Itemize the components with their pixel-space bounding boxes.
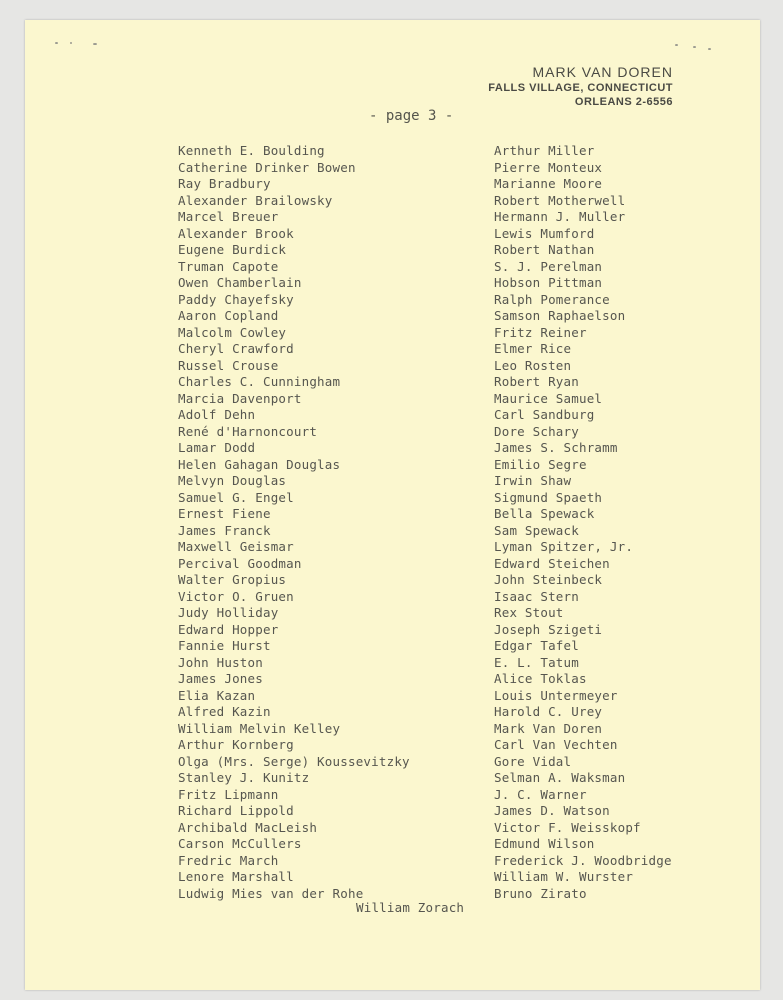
names-right-column [494, 143, 672, 902]
name-entry: William W. Wurster [494, 869, 634, 884]
name-entry: Cheryl Crawford [178, 341, 294, 356]
paper-speck [675, 44, 678, 46]
name-entry: Alice Toklas [494, 671, 587, 686]
name-entry: Samson Raphaelson [494, 308, 626, 323]
name-entry: Joseph Szigeti [494, 621, 603, 637]
paper-speck [693, 46, 696, 48]
name-entry: Richard Lippold [178, 803, 294, 818]
letterhead-address: FALLS VILLAGE, CONNECTICUT [488, 82, 673, 94]
name-entry: Maxwell Geismar [178, 539, 294, 554]
name-entry: Lyman Spitzer, Jr. [494, 539, 634, 554]
name-entry: René d'Harnoncourt [178, 423, 318, 439]
name-entry: Olga (Mrs. Serge) Koussevitzky [178, 753, 410, 769]
name-entry: Elmer Rice [494, 341, 572, 356]
name-entry: Fredric March [178, 852, 279, 868]
name-entry: Truman Capote [178, 258, 279, 274]
name-entry: Lenore Marshall [178, 869, 294, 884]
name-entry: Stanley J. Kunitz [178, 770, 310, 785]
paper-speck [708, 48, 711, 50]
name-entry: James D. Watson [494, 803, 610, 818]
trailing-name: William Zorach [356, 900, 465, 915]
name-entry: Dore Schary [494, 423, 579, 439]
name-entry: Robert Nathan [494, 242, 595, 257]
name-entry: Gore Vidal [494, 753, 572, 769]
name-entry: Percival Goodman [178, 555, 302, 571]
name-entry: Sigmund Spaeth [494, 489, 603, 505]
name-entry: Ernest Fiene [178, 506, 271, 521]
name-entry: Helen Gahagan Douglas [178, 456, 341, 472]
name-entry: James S. Schramm [494, 440, 618, 455]
paper-speck [93, 43, 97, 45]
name-entry: Irwin Shaw [494, 473, 572, 488]
page-number: - page 3 - [369, 108, 454, 124]
name-entry: Louis Untermeyer [494, 687, 618, 703]
name-entry: Edgar Tafel [494, 638, 579, 653]
name-entry: Walter Gropius [178, 572, 287, 587]
name-entry: Eugene Burdick [178, 242, 287, 257]
name-entry: Fannie Hurst [178, 638, 271, 653]
name-entry: Alexander Brailowsky [178, 192, 333, 208]
name-entry: Aaron Copland [178, 308, 279, 323]
name-entry: Marianne Moore [494, 176, 603, 191]
letterhead-name: MARK VAN DOREN [532, 64, 673, 80]
name-entry: Judy Holliday [178, 605, 279, 620]
name-entry: Edmund Wilson [494, 836, 595, 851]
name-entry: Frederick J. Woodbridge [494, 852, 672, 868]
letterhead [488, 64, 673, 109]
name-entry: Hermann J. Muller [494, 209, 626, 224]
paper-speck [70, 42, 72, 44]
name-entry: Malcolm Cowley [178, 324, 287, 340]
name-entry: Emilio Segre [494, 456, 587, 472]
name-entry: J. C. Warner [494, 786, 587, 802]
name-entry: Pierre Monteux [494, 159, 603, 175]
name-entry: Robert Motherwell [494, 192, 626, 208]
name-entry: Charles C. Cunningham [178, 374, 341, 389]
names-left-column [178, 143, 410, 902]
name-entry: Catherine Drinker Bowen [178, 159, 356, 175]
name-entry: Rex Stout [494, 605, 564, 620]
name-entry: Kenneth E. Boulding [178, 143, 325, 158]
name-entry: John Steinbeck [494, 572, 603, 587]
name-entry: Edward Steichen [494, 555, 610, 571]
name-entry: Maurice Samuel [494, 390, 603, 406]
name-entry: Paddy Chayefsky [178, 291, 294, 307]
name-entry: Owen Chamberlain [178, 275, 302, 290]
name-entry: Selman A. Waksman [494, 770, 626, 785]
name-entry: Adolf Dehn [178, 407, 256, 422]
name-entry: Alexander Brook [178, 225, 294, 241]
name-entry: Alfred Kazin [178, 704, 271, 719]
name-entry: Mark Van Doren [494, 720, 603, 736]
name-entry: Russel Crouse [178, 357, 279, 373]
name-entry: Samuel G. Engel [178, 489, 294, 505]
name-entry: John Huston [178, 654, 263, 670]
name-entry: Hobson Pittman [494, 275, 603, 290]
name-entry: Ray Bradbury [178, 176, 271, 191]
name-entry: Arthur Miller [494, 143, 595, 158]
name-entry: William Melvin Kelley [178, 720, 341, 736]
name-entry: Bruno Zirato [494, 885, 587, 901]
name-entry: Arthur Kornberg [178, 737, 294, 752]
name-entry: Edward Hopper [178, 621, 279, 637]
name-entry: James Jones [178, 671, 263, 686]
name-entry: Carl Sandburg [494, 407, 595, 422]
paper-speck [55, 42, 58, 44]
name-entry: Leo Rosten [494, 357, 572, 373]
name-entry: Marcia Davenport [178, 390, 302, 406]
name-entry: Isaac Stern [494, 588, 579, 604]
name-entry: Fritz Reiner [494, 324, 587, 340]
name-entry: Fritz Lipmann [178, 786, 279, 802]
name-entry: Sam Spewack [494, 522, 579, 538]
name-entry: Carl Van Vechten [494, 737, 618, 752]
name-entry: Bella Spewack [494, 506, 595, 521]
name-entry: Harold C. Urey [494, 704, 603, 719]
name-entry: Elia Kazan [178, 687, 256, 703]
name-entry: Melvyn Douglas [178, 473, 287, 488]
name-entry: Victor O. Gruen [178, 588, 294, 604]
name-entry: Robert Ryan [494, 374, 579, 389]
name-entry: Marcel Breuer [178, 209, 279, 224]
name-entry: Lamar Dodd [178, 440, 256, 455]
name-entry: Ralph Pomerance [494, 291, 610, 307]
name-entry: James Franck [178, 522, 271, 538]
name-entry: Archibald MacLeish [178, 819, 318, 835]
letterhead-phone: ORLEANS 2-6556 [574, 96, 673, 108]
name-entry: Ludwig Mies van der Rohe [178, 885, 364, 901]
name-entry: Lewis Mumford [494, 225, 595, 241]
name-entry: Carson McCullers [178, 836, 302, 851]
name-entry: S. J. Perelman [494, 258, 603, 274]
name-entry: E. L. Tatum [494, 654, 579, 670]
name-entry: Victor F. Weisskopf [494, 819, 641, 835]
